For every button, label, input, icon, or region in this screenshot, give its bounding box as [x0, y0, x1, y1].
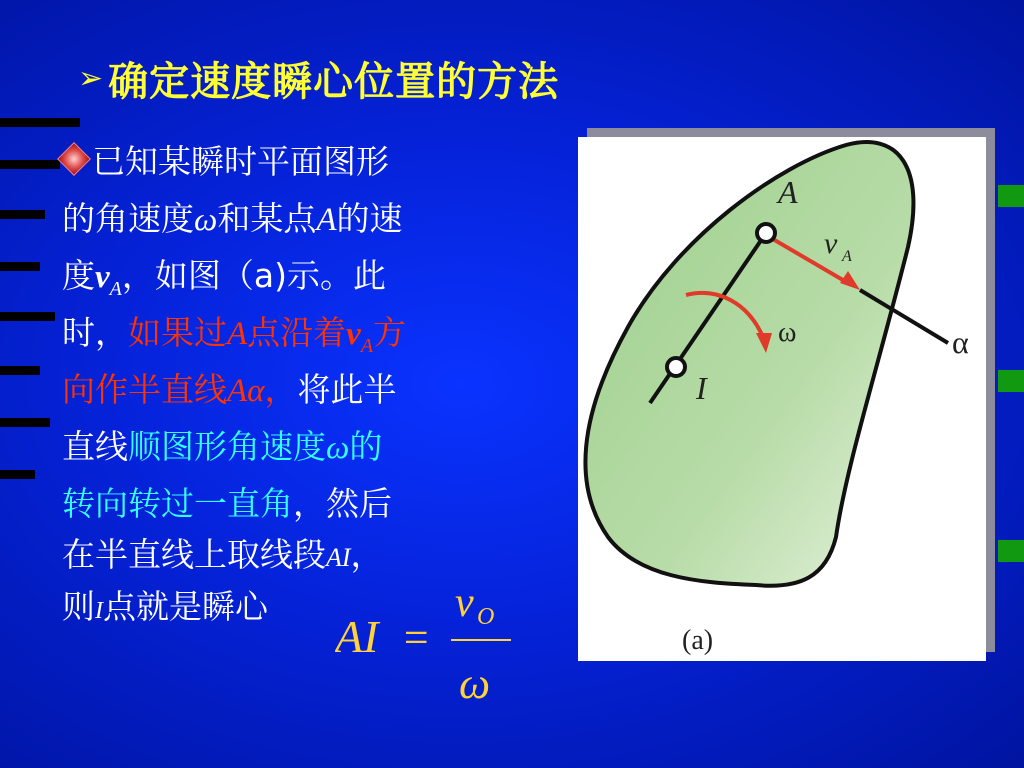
- formula: [335, 580, 535, 721]
- subscript: A: [360, 335, 374, 357]
- text-line: [62, 418, 542, 475]
- text-span: 已知某瞬时平面图形: [92, 142, 389, 181]
- label-vA: v: [824, 227, 838, 260]
- point-A-symbol: A: [227, 316, 248, 352]
- highlight-cyan: 的: [349, 427, 383, 466]
- highlight-cyan: 顺图形角速度: [128, 427, 326, 466]
- slide-title: [78, 50, 559, 106]
- formula-equals: =: [401, 613, 431, 662]
- arrow-bullet-icon: ➢: [78, 60, 105, 96]
- text-line: [62, 304, 542, 361]
- text-span: 在半直线上取线段: [62, 535, 326, 574]
- text-line: [62, 532, 542, 582]
- slide-title-text: 确定速度瞬心位置的方法: [108, 58, 560, 105]
- formula-svg: [335, 580, 535, 710]
- point-A-marker: [757, 224, 775, 242]
- text-span: 度: [62, 256, 95, 295]
- decor-green-mark: [998, 540, 1024, 562]
- text-span: 将此半: [297, 370, 397, 409]
- text-line: [62, 133, 542, 190]
- point-I-marker: [667, 358, 685, 376]
- highlight-red: ，: [264, 370, 298, 409]
- text-span: 直线: [62, 427, 128, 466]
- highlight-red: 向作半直线: [62, 370, 227, 409]
- decor-stripe: [0, 118, 80, 127]
- omega-symbol: ω: [194, 202, 218, 238]
- text-span: 和某点: [217, 199, 317, 238]
- subscript: A: [109, 278, 122, 300]
- text-span: 时，: [62, 313, 128, 352]
- formula-numerator: v: [455, 580, 474, 626]
- text-span: 则: [62, 587, 95, 626]
- text-span: ，: [350, 535, 384, 574]
- formula-denominator: ω: [459, 659, 491, 708]
- figure-caption: (a): [682, 625, 714, 656]
- text-span: 点就是瞬心: [103, 587, 268, 626]
- decor-green-mark: [998, 370, 1024, 392]
- half-line-symbol: Aα: [227, 373, 265, 409]
- figure-panel: [578, 137, 986, 661]
- decor-stripe: [0, 470, 35, 479]
- formula-lhs: AI: [335, 611, 379, 662]
- body-text: [62, 133, 542, 639]
- point-I-symbol: I: [95, 598, 103, 624]
- text-span: ，如图（a)示。此: [121, 256, 386, 295]
- label-alpha: α: [952, 324, 969, 360]
- label-A: A: [778, 174, 798, 210]
- velocity-symbol: v: [346, 316, 361, 352]
- planar-body-shape: [585, 142, 913, 586]
- text-span: ，然后: [293, 484, 392, 523]
- highlight-cyan: 转向转过一直角: [62, 484, 293, 523]
- highlight-red: 方: [373, 313, 407, 352]
- decor-stripe: [0, 160, 60, 169]
- formula-numerator-subscript: O: [477, 604, 495, 630]
- decor-stripe: [0, 262, 40, 271]
- decor-stripe: [0, 418, 50, 427]
- text-line: [62, 475, 542, 532]
- text-span: 的速: [336, 199, 403, 238]
- highlight-red: 点沿着: [247, 313, 347, 352]
- label-vA-subscript: A: [842, 248, 852, 265]
- text-span: 的角速度: [62, 199, 194, 238]
- figure-diagram: [578, 137, 986, 661]
- decor-stripe: [0, 312, 55, 321]
- label-omega: ω: [778, 317, 797, 348]
- text-line: [62, 247, 542, 304]
- text-line: [62, 190, 542, 247]
- decor-green-mark: [998, 185, 1024, 207]
- velocity-symbol: v: [95, 259, 110, 295]
- segment-AI-symbol: AI: [326, 543, 351, 572]
- label-I: I: [696, 370, 707, 406]
- decor-stripe: [0, 210, 45, 219]
- diamond-bullet-icon: [57, 142, 91, 176]
- omega-symbol: ω: [326, 430, 350, 466]
- highlight-red: 如果过: [128, 313, 227, 352]
- point-A-symbol: A: [316, 202, 337, 238]
- decor-stripe: [0, 366, 40, 375]
- text-line: [62, 361, 542, 418]
